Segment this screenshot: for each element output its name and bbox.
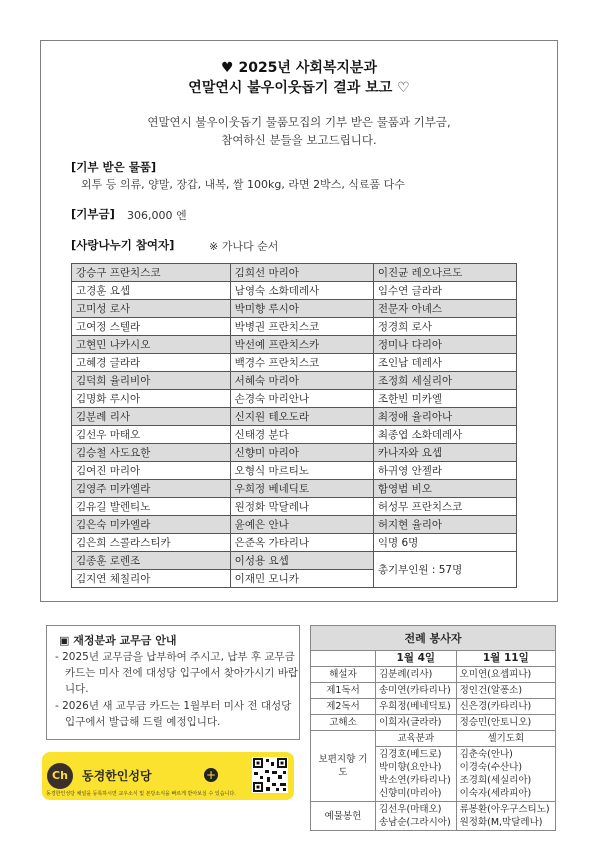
prayer-name: 이숙자(세라피아) <box>459 788 532 799</box>
participant-name-cell: 하귀영 안젤라 <box>373 462 516 480</box>
participant-name-cell: 고현민 나카시오 <box>72 336 231 354</box>
participant-name-cell: 김명화 루시아 <box>72 390 231 408</box>
prayer-name: 김춘숙(안나) <box>459 749 513 760</box>
server-row <box>311 699 556 715</box>
report-subtitle: 연말연시 불우이웃돕기 결과 보고 ♡ <box>188 80 410 96</box>
server-role: 해설자 <box>311 667 376 683</box>
prayer-name: 박미향(요안나) <box>379 762 442 773</box>
participant-name-cell: 임수연 글라라 <box>373 282 516 300</box>
participant-name-cell: 김지연 체칠리아 <box>72 570 231 588</box>
participant-row <box>72 372 517 390</box>
server-name-date2: 정인건(알퐁소) <box>456 683 555 699</box>
participant-name-cell: 원정화 막달레나 <box>230 498 373 516</box>
participant-row <box>72 408 517 426</box>
participant-name-cell: 김여진 마리아 <box>72 462 231 480</box>
server-name-date1: 김분례(리사) <box>376 667 457 683</box>
participants-note: ※ 가나다 순서 <box>209 240 279 253</box>
participant-name-cell: 조정희 세실리아 <box>373 372 516 390</box>
participant-name-cell: 김종훈 로렌조 <box>72 552 231 570</box>
participant-name-cell: 박미향 루시아 <box>230 300 373 318</box>
participant-name-cell: 함영범 비오 <box>373 480 516 498</box>
participant-name-cell: 고혜경 글라라 <box>72 354 231 372</box>
server-group-row <box>311 731 556 747</box>
participant-name-cell: 허지현 율리아 <box>373 516 516 534</box>
participant-name-cell: 최종엽 소화데레사 <box>373 426 516 444</box>
offering-names-date1 <box>376 802 457 831</box>
participant-row <box>72 552 517 570</box>
participant-name-cell: 고경훈 요셉 <box>72 282 231 300</box>
report-title: ♥ 2025년 사회복지분과 <box>221 60 377 76</box>
server-role: 고해소 <box>311 715 376 731</box>
report-box <box>40 40 558 602</box>
date-column-1: 1월 4일 <box>376 651 457 667</box>
participant-row <box>72 498 517 516</box>
participant-row <box>72 516 517 534</box>
participant-name-cell: 김희선 마리아 <box>230 264 373 282</box>
prayer-name: 신향미(마리아) <box>379 788 442 799</box>
participant-name-cell: 은준옥 가타리나 <box>230 534 373 552</box>
channel-name: 동경한인성당 <box>82 769 152 783</box>
finance-notice <box>46 625 300 740</box>
notice-title: ▣ 재정분과 교무금 안내 <box>59 634 177 647</box>
participant-row <box>72 444 517 462</box>
participant-name-cell: 신지원 테오도라 <box>230 408 373 426</box>
offering-role: 예물봉헌 <box>311 802 376 831</box>
participant-name-cell: 이진균 레오나르도 <box>373 264 516 282</box>
date-column-2: 1월 11일 <box>456 651 555 667</box>
server-name-date2: 신은경(카타리나) <box>456 699 555 715</box>
participant-name-cell: 김은숙 미카엘라 <box>72 516 231 534</box>
intro-line-2: 참여하신 분들을 보고드립니다. <box>221 133 377 147</box>
participant-name-cell: 고미성 로사 <box>72 300 231 318</box>
participant-name-cell: 김영주 미카엘라 <box>72 480 231 498</box>
participant-name-cell: 신향미 마리아 <box>230 444 373 462</box>
participant-name-cell: 허성무 프란치스코 <box>373 498 516 516</box>
participant-name-cell: 조한빈 미카엘 <box>373 390 516 408</box>
participant-name-cell: 김선우 마태오 <box>72 426 231 444</box>
participant-name-cell: 이성용 요셉 <box>230 552 373 570</box>
group-label-2: 셀기도회 <box>456 731 555 747</box>
participant-name-cell: 신태경 분다 <box>230 426 373 444</box>
offering-name: 류봉환(아우구스티노) <box>459 804 550 815</box>
prayer-name: 조경희(세실리아) <box>459 775 532 786</box>
prayer-name: 김경호(베드로) <box>379 749 442 760</box>
servers-title: 전례 봉사자 <box>311 626 556 651</box>
total-donors-cell: 총기부인원 : 57명 <box>373 552 516 588</box>
participant-name-cell: 김덕희 율리비아 <box>72 372 231 390</box>
participant-name-cell: 박병권 프란치스코 <box>230 318 373 336</box>
offering-name: 송남순(그라시아) <box>379 817 451 828</box>
server-row <box>311 715 556 731</box>
participant-name-cell: 백경수 프란치스코 <box>230 354 373 372</box>
participant-name-cell: 정미나 다리아 <box>373 336 516 354</box>
qr-code-icon <box>252 757 288 793</box>
participant-name-cell: 서혜숙 마리아 <box>230 372 373 390</box>
participant-name-cell: 전문자 아녜스 <box>373 300 516 318</box>
participant-row <box>72 354 517 372</box>
add-channel-icon[interactable]: + <box>205 768 217 782</box>
prayer-name: 이경숙(수산나) <box>459 762 523 773</box>
prayer-role: 보편지향 기 도 <box>311 731 376 802</box>
participant-name-cell: 고여정 스텔라 <box>72 318 231 336</box>
prayer-names-date1 <box>376 747 457 802</box>
offering-name: 원정화(M,막달레나) <box>459 817 543 828</box>
participant-name-cell: 최정애 율리아나 <box>373 408 516 426</box>
server-name-date1: 이희자(글라라) <box>376 715 457 731</box>
servers-corner-cell <box>311 651 376 667</box>
participant-name-cell: 김분례 리사 <box>72 408 231 426</box>
server-row <box>311 667 556 683</box>
participants-heading: [사랑나누기 참여자] <box>71 238 175 252</box>
kakao-channel-banner[interactable] <box>42 752 294 800</box>
participant-row <box>72 426 517 444</box>
prayer-names-date2 <box>456 747 555 802</box>
server-name-date1: 우희정(베네딕토) <box>376 699 457 715</box>
liturgy-servers-table <box>310 625 556 831</box>
anonymous-count-cell: 익명 6명 <box>373 534 516 552</box>
server-row <box>311 683 556 699</box>
participant-row <box>72 336 517 354</box>
participant-name-cell: 김유길 발렌티노 <box>72 498 231 516</box>
participant-name-cell: 남영숙 소화데레사 <box>230 282 373 300</box>
server-role: 제1독서 <box>311 683 376 699</box>
participant-name-cell: 손경숙 마리안나 <box>230 390 373 408</box>
prayer-name: 박소연(카타리나) <box>379 775 451 786</box>
participant-name-cell: 박선예 프란치스카 <box>230 336 373 354</box>
participant-row <box>72 462 517 480</box>
participant-row <box>72 480 517 498</box>
intro-line-1: 연말연시 불우이웃돕기 물품모집의 기부 받은 물품과 기부금, <box>147 115 451 129</box>
participant-name-cell: 우희정 베네딕토 <box>230 480 373 498</box>
participant-row <box>72 264 517 282</box>
participant-name-cell: 윤예은 안나 <box>230 516 373 534</box>
notice-item-1: - 2025년 교무금을 납부하여 주시고, 납부 후 교무금 카드는 미사 전에 대성당 입구에서 찾아가시기 바랍니다. <box>55 651 299 695</box>
participant-row <box>72 300 517 318</box>
participant-row <box>72 318 517 336</box>
server-name-date1: 송미연(카타리나) <box>376 683 457 699</box>
goods-heading: [기부 받은 물품] <box>71 160 157 174</box>
server-name-date2: 오미연(요셉피나) <box>456 667 555 683</box>
participant-name-cell: 김승철 사도요한 <box>72 444 231 462</box>
participant-row <box>72 534 517 552</box>
server-role: 제2독서 <box>311 699 376 715</box>
participant-name-cell: 조인남 데레사 <box>373 354 516 372</box>
notice-item-2: - 2026년 새 교무금 카드는 1월부터 미사 전 대성당 입구에서 발급해 드릴 예정입니다. <box>55 700 292 728</box>
participant-name-cell: 카나자와 요셉 <box>373 444 516 462</box>
offering-row <box>311 802 556 831</box>
participant-name-cell: 오형식 마르티노 <box>230 462 373 480</box>
channel-caption: 동경한인성당 채널을 등록하시면 교우소식 및 본당소식을 빠르게 받아보실 수 있습니다. <box>46 791 236 797</box>
participant-name-cell: 이재민 모니카 <box>230 570 373 588</box>
money-value: 306,000 엔 <box>127 209 187 222</box>
group-label-1: 교육분과 <box>376 731 457 747</box>
participant-name-cell: 김은희 스콜라스티카 <box>72 534 231 552</box>
server-name-date2: 정승민(안토니오) <box>456 715 555 731</box>
offering-names-date2 <box>456 802 555 831</box>
participants-table <box>71 263 517 588</box>
money-heading: [기부금] <box>71 207 115 221</box>
offering-name: 김선우(마태오) <box>379 804 442 815</box>
participant-name-cell: 정경희 로사 <box>373 318 516 336</box>
goods-text: 외투 등 의류, 양말, 장갑, 내복, 쌀 100kg, 라면 2박스, 식료품 다수 <box>81 178 405 191</box>
participant-row <box>72 282 517 300</box>
channel-logo-icon: Ch <box>47 763 73 789</box>
participant-name-cell: 강승구 프란치스코 <box>72 264 231 282</box>
participant-row <box>72 390 517 408</box>
